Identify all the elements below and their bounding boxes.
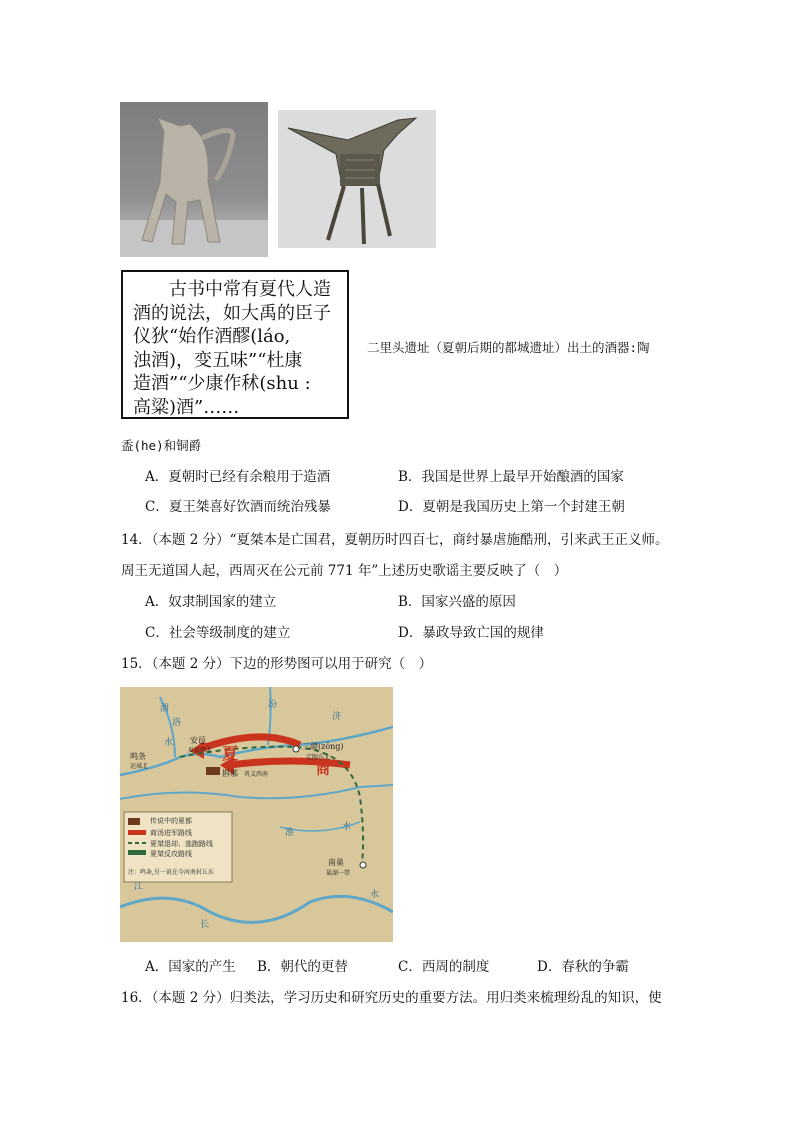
place-nanchao: 南巢 [328, 858, 344, 867]
q13-option-b: B．我国是世界上最早开始酿酒的国家 [398, 469, 624, 485]
q14-option-d: D．暴政导致亡国的规律 [398, 625, 544, 641]
river-label-chang: 长 [200, 920, 210, 930]
q16-stem: 16．（本题 2 分）归类法，学习历史和研究历史的重要方法。用归类来梳理纷乱的知识，使 [121, 990, 662, 1006]
river-label-jiang: 江 [134, 882, 144, 892]
q15-option-d: D．春秋的争霸 [537, 959, 629, 975]
place-xiaxian: 夏县西北 [188, 747, 213, 754]
legend-xia-capital: 传说中的夏都 [150, 817, 192, 825]
river-label-huai: 淮 [285, 828, 295, 838]
map-svg [120, 687, 393, 942]
legend-xia-retreat: 夏桀退却、逃跑路线 [150, 840, 213, 848]
pottery-he-illustration [120, 102, 268, 257]
q14-stem-line-2: 周王无道国人起，西周灭在公元前 771 年”上述历史歌谣主要反映了（ ） [121, 563, 568, 579]
place-dingtao: 定陶东北 [306, 754, 331, 761]
q15-option-c: C．西周的制度 [398, 959, 490, 975]
place-gongyi: 巩义西南 [244, 771, 269, 778]
kingdom-xia: 夏 [222, 744, 239, 763]
river-label-shui-1: 水 [164, 738, 174, 748]
place-zhenxun: 斟鄩 [222, 769, 238, 778]
q13-option-a: A．夏朝时已经有余粮用于造酒 [145, 469, 331, 485]
river-label-wei: 渭 [160, 704, 170, 714]
river-label-shui-3: 水 [370, 890, 380, 900]
kingdom-shang: 商 [316, 762, 330, 778]
river-label-fen: 汾 [268, 700, 278, 710]
caption-line-2: 盉(he)和铜爵 [121, 438, 202, 453]
legend-note: 注：鸣条,另一说在今河南封丘东 [128, 869, 214, 876]
river-label-luo: 洛 [172, 718, 182, 728]
q13-option-d: D．夏朝是我国历史上第一个封建王朝 [398, 499, 625, 515]
q14-option-c: C．社会等级制度的建立 [145, 625, 291, 641]
river-label-ji: 济 [332, 712, 342, 722]
caption-line-1: 二里头遗址（夏朝后期的都城遗址）出土的酒器:陶 [367, 340, 650, 355]
q14-option-a: A．奴隶制国家的建立 [145, 594, 277, 610]
q13-option-c: C．夏王桀喜好饮酒而统治残暴 [145, 499, 331, 515]
q14-stem-line-1: 14．（本题 2 分）“夏桀本是亡国君，夏朝历时四百七，商纣暴虐施酷刑，引来武王正义师。 [121, 532, 669, 548]
quote-box [121, 270, 349, 419]
q15-option-b: B．朝代的更替 [257, 959, 348, 975]
xia-shang-map [120, 687, 393, 942]
quote-line-2: 酒的说法，如大禹的臣子 [133, 302, 331, 324]
bronze-jue-photo [278, 110, 436, 248]
river-label-shui-2: 水 [342, 822, 352, 832]
place-anyi: 安邑 [190, 736, 206, 745]
quote-line-5: 造酒”“少康作秫(shu : [133, 373, 311, 394]
quote-line-3: 仪狄“始作酒醪(láo, [133, 326, 291, 347]
legend-shang-advance: 商汤进军路线 [150, 829, 192, 837]
q15-stem: 15．（本题 2 分）下边的形势图可以用于研究（ ） [121, 656, 433, 672]
place-chaohu: 巢湖一带 [326, 870, 351, 877]
quote-line-1: 古书中常有夏代人造 [169, 279, 331, 300]
bronze-jue-illustration [278, 110, 436, 248]
legend-xia-counter: 夏桀反攻路线 [150, 850, 192, 858]
place-yuncheng: 运城北 [130, 763, 149, 770]
pottery-he-photo [120, 102, 268, 257]
q14-option-b: B．国家兴盛的原因 [398, 594, 516, 610]
place-sanzong: 三鬷(zōng) [302, 742, 344, 751]
q15-option-a: A．国家的产生 [145, 959, 236, 975]
quote-line-6: 高粱)酒”…… [133, 396, 240, 418]
quote-line-4: 浊酒)，变五味”“杜康 [133, 349, 303, 371]
place-mingtiao: 鸣条 [130, 752, 146, 761]
